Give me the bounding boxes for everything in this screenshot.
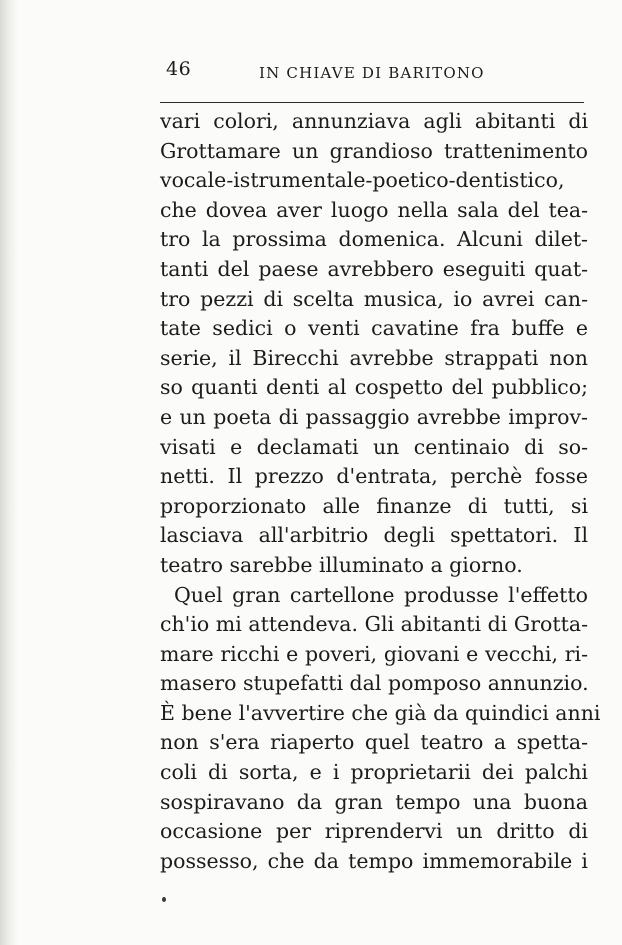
text-line: visati e declamati un centinaio di so- [160, 434, 588, 459]
text-line: occasione per riprendervi un dritto di [160, 819, 588, 844]
page-header [158, 56, 588, 86]
body-text [160, 107, 601, 876]
text-line: proporzionato alle finanze di tutti, si [160, 493, 588, 518]
ink-speck [162, 897, 166, 902]
text-line: teatro sarebbe illuminato a giorno. [160, 552, 523, 577]
text-line: Quel gran cartellone produsse l'effetto [174, 582, 588, 607]
text-line: masero stupefatti dal pomposo annunzio. [160, 671, 589, 696]
text-line: so quanti denti al cospetto del pubblico; [160, 375, 588, 400]
text-line: netti. Il prezzo d'entrata, perchè fosse [160, 464, 588, 489]
text-line: È bene l'avvertire che già da quindici anni [160, 700, 601, 725]
page-gutter-shadow [0, 0, 18, 945]
header-rule [160, 102, 584, 103]
text-line: tanti del paese avrebbero eseguiti quat- [160, 256, 588, 281]
text-line: Grottamare un grandioso trattenimento [160, 138, 588, 163]
text-line: coli di sorta, e i proprietarii dei palchi [160, 760, 588, 785]
text-line: non s'era riaperto quel teatro a spetta- [160, 730, 588, 755]
text-line: e un poeta di passaggio avrebbe improv- [160, 404, 588, 429]
text-line: lasciava all'arbitrio degli spettatori. Il [160, 523, 588, 548]
text-line: serie, il Birecchi avrebbe strappati non [160, 345, 588, 370]
text-line: tate sedici o venti cavatine fra buffe e [160, 316, 588, 341]
text-line: mare ricchi e poveri, giovani e vecchi, ri- [160, 641, 588, 666]
text-line: possesso, che da tempo immemorabile i [160, 848, 588, 873]
running-title: IN CHIAVE DI BARITONO [259, 64, 485, 82]
text-line: tro la prossima domenica. Alcuni dilet- [160, 227, 588, 252]
text-line: tro pezzi di scelta musica, io avrei can- [160, 286, 588, 311]
text-line: ch'io mi attendeva. Gli abitanti di Grotta- [160, 612, 588, 637]
page-number: 46 [166, 58, 192, 80]
text-line: vocale-istrumentale-poetico-dentistico, [160, 168, 565, 193]
text-line: vari colori, annunziava agli abitanti di [160, 109, 588, 133]
text-line: che dovea aver luogo nella sala del tea- [160, 197, 588, 222]
text-line: sospiravano da gran tempo una buona [160, 789, 588, 814]
